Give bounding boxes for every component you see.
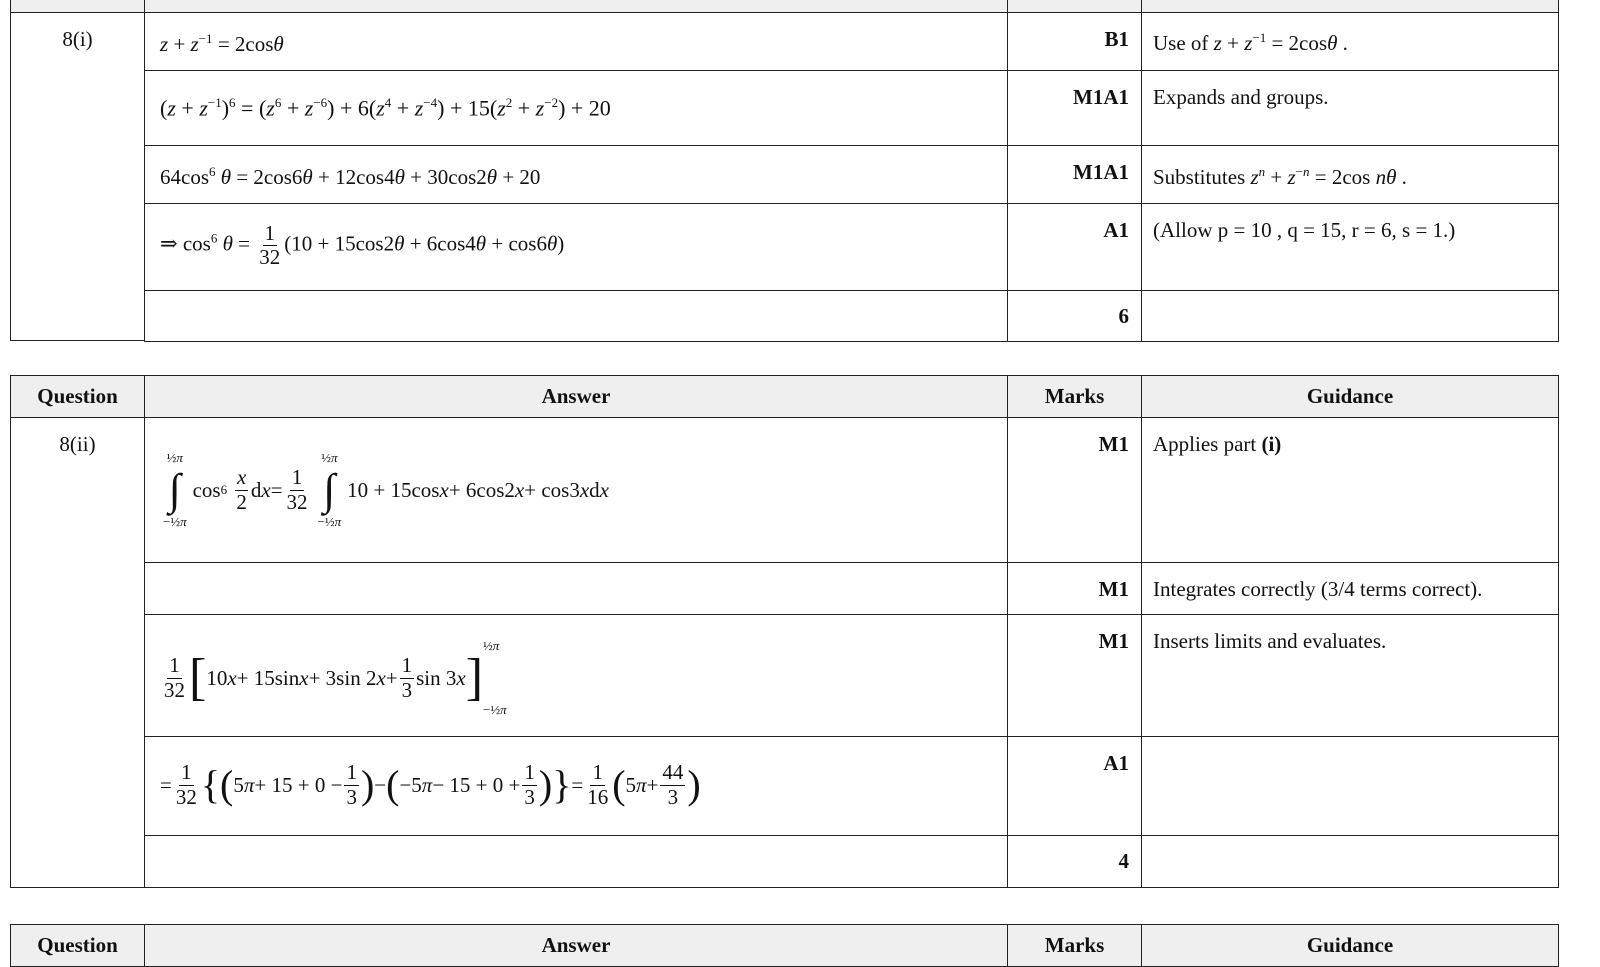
answer-cell — [144, 203, 1008, 291]
header-question-cell — [10, 924, 145, 967]
answer-math: $\frac{1}{32}$ [ 10 x + 15sin x + 3sin 2 x + $\frac{1}{3}$ sin 3 x ] ½π −½π — [164, 638, 507, 717]
guidance-math: $z^n + z^{-n} = 2\cos$ nθ . — [1250, 164, 1407, 189]
question-number: 8(i) — [62, 27, 93, 51]
header-guidance-cell — [1141, 924, 1559, 967]
header-marks-cell — [1007, 375, 1142, 418]
guidance-text: Inserts limits and evaluates. — [1153, 629, 1387, 653]
answer-cell — [144, 70, 1008, 146]
header-question-cell — [10, 375, 145, 418]
marks-cell — [1007, 145, 1142, 204]
mark-label: A1 — [1103, 218, 1129, 242]
header-question: Question — [37, 384, 118, 408]
question-number: 8(ii) — [59, 432, 96, 456]
header-guidance: Guidance — [1306, 384, 1394, 408]
guidance-cell — [1141, 614, 1559, 737]
header-marks: Marks — [1044, 933, 1105, 957]
answer-cell — [144, 145, 1008, 204]
guidance-cell — [1141, 417, 1559, 563]
guidance-cell — [1141, 290, 1559, 342]
header-question: Question — [37, 933, 118, 957]
header-guidance-cell — [1141, 375, 1559, 418]
guidance-cell — [1141, 12, 1559, 71]
marks-total: 4 — [1118, 849, 1129, 873]
guidance-text: Substitutes — [1153, 165, 1251, 189]
guidance-cell — [1141, 203, 1559, 291]
answer-cell — [144, 736, 1008, 836]
question-number-cell — [10, 12, 145, 341]
marks-cell — [1007, 12, 1142, 71]
answer-cell — [144, 12, 1008, 71]
guidance-text: Expands and groups. — [1153, 85, 1329, 109]
mark-label: M1A1 — [1073, 160, 1129, 184]
header-answer: Answer — [541, 933, 611, 957]
marks-total-cell — [1007, 290, 1142, 342]
marks-cell — [1007, 203, 1142, 291]
marks-cell — [1007, 614, 1142, 737]
answer-cell — [144, 290, 1008, 342]
guidance-text: (Allow p = 10 , q = 15, r = 6, s = 1.) — [1153, 218, 1456, 242]
guidance-math: $z + z^{-1} = 2\cos\theta$ . — [1213, 30, 1348, 55]
question-number-cell — [10, 417, 145, 888]
answer-cell — [144, 417, 1008, 563]
mark-label: M1 — [1098, 432, 1129, 456]
mark-label: B1 — [1104, 27, 1129, 51]
header-guidance: Guidance — [1306, 933, 1394, 957]
marks-total-cell — [1007, 835, 1142, 888]
guidance-text: Use of — [1153, 31, 1214, 55]
answer-math: $(z + z^{-1})^6 = (z^6 + z^{-6}) + 6(z^4 + z^{-4}) + 15(z^2 + z^{-2}) + 20$ — [160, 95, 611, 121]
mark-label: M1 — [1098, 629, 1129, 653]
answer-cell — [144, 614, 1008, 737]
guidance-cell — [1141, 736, 1559, 836]
answer-cell — [144, 835, 1008, 888]
header-marks: Marks — [1044, 384, 1105, 408]
mark-label: A1 — [1103, 751, 1129, 775]
guidance-bold: (i) — [1261, 432, 1282, 456]
marks-cell — [1007, 417, 1142, 563]
header-answer-cell — [144, 924, 1008, 967]
guidance-cell — [1141, 562, 1559, 615]
mark-label: M1 — [1098, 577, 1129, 601]
answer-math: $z + z^{-1} = 2\cos\theta$ — [160, 31, 284, 56]
mark-label: M1A1 — [1073, 85, 1129, 109]
guidance-text: Integrates correctly (3/4 terms correct). — [1153, 577, 1483, 601]
guidance-cell — [1141, 835, 1559, 888]
guidance-text: Applies part — [1153, 432, 1262, 456]
marks-total: 6 — [1118, 304, 1129, 328]
marks-cell — [1007, 736, 1142, 836]
answer-math: ½π ∫ −½π cos 6 $\frac{x}{2}$ d x = $\frac{1}{32}$ ½π ∫ −½π 10 + 15cos x + 6cos2 x + cos3 x d x — [163, 450, 609, 529]
guidance-cell — [1141, 145, 1559, 204]
header-answer-cell — [144, 375, 1008, 418]
guidance-cell — [1141, 70, 1559, 146]
header-marks-cell — [1007, 924, 1142, 967]
answer-math: ⇒ $\cos^6 \theta$ = $\frac{1}{32}$ (10 + 15cos2θ + 6cos4θ + cos6θ) — [160, 221, 565, 270]
answer-math: $64\cos^6$ θ = 2cos6θ + 12cos4θ + 30cos2θ + 20 — [160, 164, 541, 189]
answer-math: = $\frac{1}{32}$ { ( 5 π + 15 + 0 − $\frac{1}{3}$ ) − ( −5 π − 15 + 0 + $\frac{1}{3}$ ) } = $\frac{1}{16}$ ( 5 π + $\frac{44}{3}$ ) — [160, 760, 701, 809]
marks-cell — [1007, 562, 1142, 615]
marks-cell — [1007, 70, 1142, 146]
header-answer: Answer — [541, 384, 611, 408]
answer-cell — [144, 562, 1008, 615]
